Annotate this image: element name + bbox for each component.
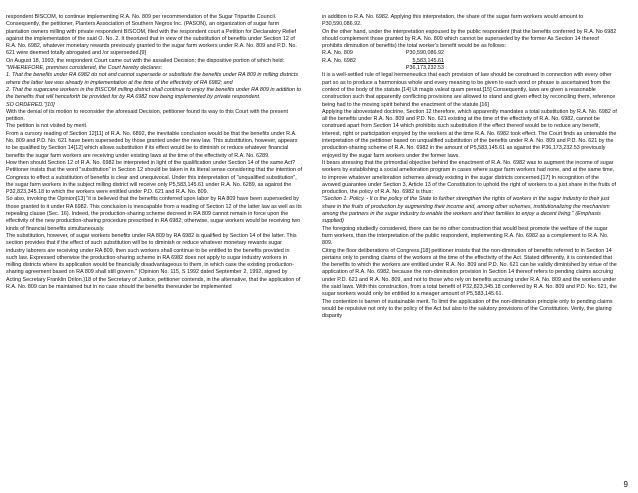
paragraph: On August 18, 1993, the respondent Court came out with the assailed Decision; the dispositive portion of which held: — [6, 57, 285, 64]
amount-row — [322, 65, 618, 72]
paragraph: respondent BISCOM, to continue implementing R.A. No. 809 per recommendation of the Sugar Tripartite Council. — [6, 14, 277, 20]
paragraph: in addition to R.A. No. 6982. Applying this interpretation, the share of the sugar farm workers would amount to P30,590,086.92. — [322, 14, 584, 28]
paragraph: "WHEREFORE, premises considered, the Court hereby declares: — [6, 65, 163, 72]
paragraph: The petition is not visited by merit. — [6, 123, 88, 130]
amount-label: R.A. No. 6982 — [322, 57, 356, 64]
paragraph: With the denial of its motion to reconsider the aforesaid Decision, petitioner found its way to this Court with the present petition. — [6, 108, 288, 123]
amount-value: P36,173,232.53 — [405, 65, 444, 72]
paragraph: So also, invoking the Opinion[13] "it is believed that the benefits conferred upon labor by RA 809 have been superseded by those granted to it under RA 6982. This conclusion is inescapable from a reading of Section 12 of the latter law as well as its repealing clause (Sec. 16). Indeed, the production-sharing scheme decreed in RA 809 cannot remain in force upon the effectivity of the new production-sharing procedure prescribed in RA 6982; otherwise, sugar workers would be receiving two kinds of financial benefits simultaneously. — [6, 196, 302, 232]
paragraph: From a cursory reading of Section 12[11] of R.A. No. 6892, the inevitable conclusion would be that the benefits under R.A. No. 809 and P.D. No. 621 have been superseded by those granted under the new law. This substitution, however, appears to be qualified by Section 14[12] which allows substitution if its effect would be to diminish or reduce whatever financial benefits the sugar farm workers are receiving under existing laws at the time of the effectivity of R.A. No. 6289. — [6, 130, 298, 159]
amount-row — [322, 50, 618, 57]
page-number: 9 — [623, 480, 628, 489]
paragraph: How then should Section 12 of R.A. No. 6982 be interpreted in light of the qualification under Section 14 of the same Act? — [6, 159, 296, 166]
paragraph: The contention is barren of sustainable merit. To limit the application of the non-diminution principle only to pending claims would be repulsive not only to the policy of the Act but also to the salutory provisions of the Constitution. Verily, the glaring disparity — [322, 298, 613, 320]
paragraph: It bears stressing that the primordial objective behind the enactment of R.A. No. 6982 was to augment the income of sugar workers by establishing a social amelioration program in cases where sugar farm workers had none, and at the same time, to improve whatever amelioration schemes already existing in the sugar districts concerned.[17] In recognition of the avowed guarantee under Section 3, Article 13 of the Constitution to uphold the right of workers to a just share in the fruits of production, the policy of R.A. No. 6982 is thus: — [322, 159, 616, 196]
paragraph: 2. That the sugarcane workers in the BISCOM milling district shall continue to enjoy the benefits under RA 809 in addition to the benefits that will henceforth be provided for by RA 6982 now being implemented by private respondent. — [6, 86, 301, 101]
paragraph: On the other hand, under the interpretation espoused by the public respondent (that the benefits conferred by R.A. No 6982 should complement those granted by R.A. No. 809 which cannot be superseded by the former As Section 14 thereof prohibits diminution of benefits) the total worker's benefit would be as follows: — [322, 28, 617, 50]
left-column — [6, 14, 302, 291]
amount-label: R.A. No. 809 — [322, 50, 353, 57]
amount-row — [322, 58, 618, 65]
paragraph: Consequently, the petitioner, Planters Association of Southern Negros Inc. (PASON), an organization of sugar farm plantation owners milling with private respondent BISCOM, filed with the respondent court a Petition for Declaratory Relief against the implementation of the said O. No. 2. It theorized that in view of the substitution of benefits under Section 12 of R.A. No. 6982, whatever monetary rewards previously granted to the sugar farm workers under R.A. No. 809 and P.D. No. 621 were deemed totally abrogated and /or superseded.[9] — [6, 21, 297, 57]
paragraph: 1. That the benefits under RA 6982 do not and cannot supersede or substitute the benefits under RA 809 in milling districts where the latter law was already in implementation at the time of the effectivity of RA 6982; and — [6, 72, 299, 86]
amount-label — [322, 65, 380, 72]
amount-value: P30,590,086.92 — [405, 50, 444, 57]
paragraph: Petitioner insists that the word "substitution" in Section 12 should be taken in its literal sense considering that the intention of Congress to effect a substitution of benefits is clear and unequivocal. Under this interpretation of "unqualified substitution", the sugar farm workers in the subject milling district will receive only P5,583,145.61 under R.A. No. 6289, as against the P32,823,345.18 to which the workers were entitled under P.D. 621 and R.A. No. 809. — [6, 167, 302, 196]
paragraph: "Section 1. Policy. - It is the policy of the State to further strengthen the rights of workers in the sugar industry to their just share in the fruits of production by augmenting their income and, among other schemes, institutionalizing the mechanism among the partners in the sugar industry to enable the workers and their families to enjoy a decent living." (Emphasis supplied) — [322, 196, 610, 225]
paragraph: The foregoing studiedly considered, there can be no other construction that would best promote the welfare of the sugar farm workers, than the interpretation of the public respondent, implementing R.A. No. 6982 as a complement to R.A. No. 809. — [322, 225, 609, 247]
paragraph: It is a well-settled rule of legal hermeneutics that each provision of law should be construed in connection with every other part so as to produce a harmonious whole and every meaning to be given to each word or phrase is ascertained from the context of the body of the statute.[14] Ut magis valeat quam pereat.[15] Consequently, laws are given a reasonable construction such that apparently conflicting provisions are allowed to stand and given effect by reconciling them, reference being had to the moving spirit behind the enactment of the statute.[16] — [322, 72, 616, 108]
paragraph: The substitution, however, of sugar workers benefits under RA 809 by RA 6982 is qualified by Section 14 of the latter. This section provides that if the effect of such substitution will be to diminish or reduce whatever monetary rewards sugar industry laborers are receiving under RA 809, then such workers shall continue to be entitled to the benefits provided in such law. Expressed otherwise the production-sharing scheme in RA 6982 does not apply to sugar industry workers in milling districts where its application would be financially disadvantageous to them, in which case the existing production-sharing agreement based on RA 809 shall still govern." (Opinion No. 115, S 1992 dated September 2, 1992, signed by Acting Secretary Franklin Drilon.)18 of the Secretary of Justice, petitioner contends, in the alternative, that the application of R.A. No. 809 can be maintained but in no case should the benefits thereunder be implemented — [6, 232, 301, 290]
paragraph: SO ORDERED."[10] — [6, 101, 55, 108]
paragraph: Citing the floor deliberations of Congress,[18] petitioner insists that the non-diminution of benefits referred to in Section 14 pertains only to pending claims of the workers at the time of the effectivity of the Act. Stated differently, it is contended that the benefits to which the workers are entitled under R.A. No. 809 and P.D. No. 621 can be validly diminished by virtue of the application of R.A. No. 6982, because the non-diminution provision in Section 14 thereof refers to pending claims accruing under P.D. 621 and R.A. No. 809, and not to those who rely on benefits accruing under R.A. No. 809 and the workers under the said laws. With this construction, from a total benefit of P32,823,345.18 conferred by R.A. No. 809 and P.D. No. 621, the sugar workers would only be entitled to a meager amount of P5,583,145.61. — [322, 247, 618, 298]
amount-value: 5,583,145.61 — [412, 57, 444, 64]
paragraph: Applying the abovestated doctrine, Section 12 therefore, which apparently mandates a total substitution by R.A. No. 6982 of all the benefits under R.A. No. 809 and P.D. No. 621 existing at the time of the effectivity of R.A. No. 6982, cannot be construed apart from Section 14 which prohibits such substitution if the effect thereof would be to reduce any benefit, interest, right or participation enjoyed by the workers at the time R.A. No. 6982 took effect. The Court finds as untenable the interpretation of the petitioner based on unqualified substitution of the benefits under R.A. No. 809 and P.D. No. 621 by the production-sharing scheme of R.A. No. 6982 in the amount of P5,583,145.61 as against the P36,173,232.53 previously enjoyed by the sugar farm workers under the former laws. — [322, 108, 617, 159]
right-column — [322, 14, 618, 320]
